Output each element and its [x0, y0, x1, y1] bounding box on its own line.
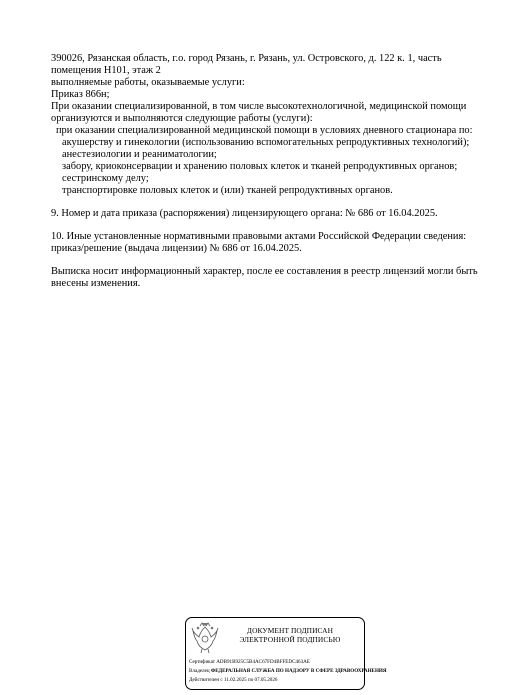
text-line: 9. Номер и дата приказа (распоряжения) лицензирующего органа: № 686 от 16.04.2025.: [51, 208, 438, 219]
owner-label: Владелец: [189, 668, 210, 674]
text-line: акушерству и гинекологии (использованию вспомогательных репродуктивных технологий);: [62, 137, 470, 148]
text-line: анестезиологии и реаниматологии;: [62, 149, 217, 160]
stamp-title-line2: ЭЛЕКТРОННОЙ ПОДПИСЬЮ: [239, 635, 341, 644]
stamp-validity-line: Действителен с 11.02.2025 по 07.05.2026: [189, 677, 278, 683]
certificate-label: Сертификат: [189, 659, 215, 665]
text-line: Выписка носит информационный характер, после ее составления в реестр лицензий могли быть: [51, 266, 478, 277]
text-line: транспортировке половых клеток и (или) тканей репродуктивных органов.: [62, 185, 393, 196]
stamp-title-line1: ДОКУМЕНТ ПОДПИСАН: [246, 626, 334, 635]
text-line: при оказании специализированной медицинской помощи в условиях дневного стационара по:: [56, 125, 473, 136]
owner-value: ФЕДЕРАЛЬНАЯ СЛУЖБА ПО НАДЗОРУ В СФЕРЕ ЗДРАВООХРАНЕНИЯ: [210, 668, 387, 674]
paragraph-gap: [51, 197, 491, 208]
text-line: забору, криоконсервации и хранению половых клеток и тканей репродуктивных органов;: [62, 161, 458, 172]
stamp-owner-line: [189, 668, 387, 674]
stamp-title: [220, 626, 360, 644]
document-body: [51, 53, 491, 290]
text-line: 390026, Рязанская область, г.о. город Рязань, г. Рязань, ул. Островского, д. 122 к. 1, часть: [51, 53, 442, 64]
electronic-signature-stamp: [185, 617, 387, 690]
text-line: выполняемые работы, оказываемые услуги:: [51, 77, 245, 88]
text-line: организуются и выполняются следующие работы (услуги):: [51, 113, 313, 124]
text-line: приказ/решение (выдача лицензии) № 686 от 16.04.2025.: [51, 243, 302, 254]
stamp-certificate-line: [189, 659, 310, 665]
text-line: 10. Иные установленные нормативными правовыми актами Российской Федерации сведения:: [51, 231, 467, 242]
certificate-value: ADB91B925C5B4AC67FD4BFFEDC463AE: [216, 659, 310, 665]
double-headed-eagle-icon: [190, 621, 220, 655]
paragraph-gap: [51, 220, 491, 231]
text-line: помещения Н101, этаж 2: [51, 65, 161, 76]
text-line: При оказании специализированной, в том числе высокотехнологичной, медицинской помощи: [51, 101, 467, 112]
paragraph-gap: [51, 255, 491, 266]
text-line: сестринскому делу;: [62, 173, 149, 184]
text-line: Приказ 866н;: [51, 89, 110, 100]
text-line: внесены изменения.: [51, 278, 141, 289]
